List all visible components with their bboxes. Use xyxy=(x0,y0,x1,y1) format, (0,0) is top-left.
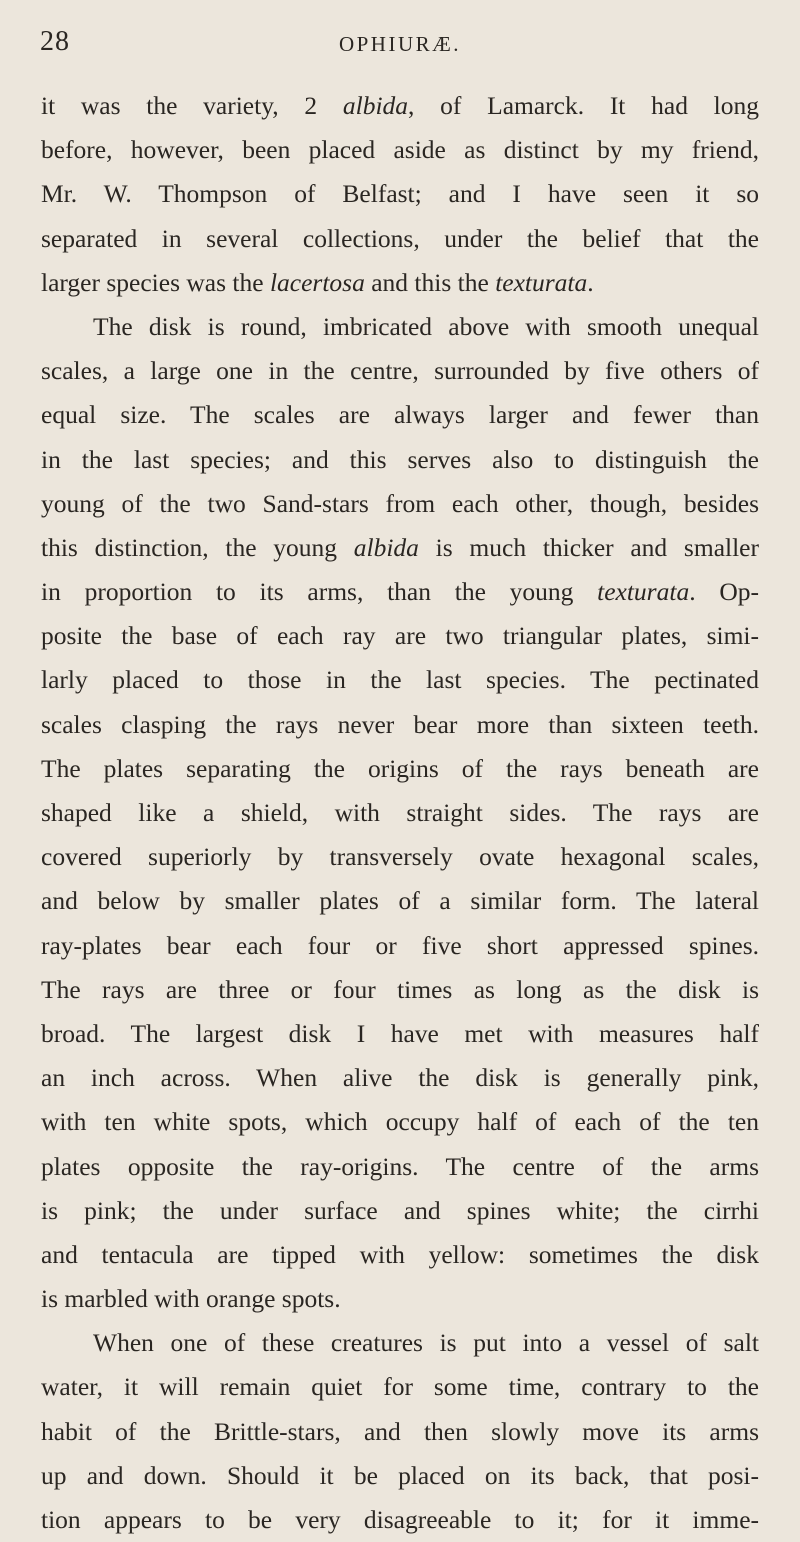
text-run: with ten white spots, which occupy half of each of the ten xyxy=(41,1107,759,1137)
text-line xyxy=(41,614,759,658)
text-run: scales, a large one in the centre, surrounded by five others of xyxy=(41,356,759,386)
italic-term: texturata xyxy=(495,267,588,297)
text-line xyxy=(41,128,759,172)
text-run: and below by smaller plates of a similar form. The lateral xyxy=(41,886,759,916)
text-line xyxy=(41,261,759,305)
text-run: Mr. W. Thompson of Belfast; and I have seen it so xyxy=(41,179,759,209)
text-run: and tentacula are tipped with yellow: sometimes the disk xyxy=(41,1239,759,1269)
text-line xyxy=(41,1189,759,1233)
italic-term: albida xyxy=(342,91,409,120)
text-run: shaped like a shield, with straight sides. The rays are xyxy=(41,798,759,827)
body-text xyxy=(41,84,759,1542)
text-run: an inch across. When alive the disk is generally pink, xyxy=(41,1063,759,1093)
text-run: habit of the Brittle-stars, and then slowly move its arms xyxy=(41,1416,759,1446)
text-line xyxy=(41,703,759,747)
text-run: posite the base of each ray are two triangular plates, simi- xyxy=(41,621,759,651)
text-line xyxy=(41,879,759,923)
text-line xyxy=(41,526,759,570)
text-run: plates opposite the ray-origins. The centre of the arms xyxy=(41,1151,759,1181)
text-run: tion appears to be very disagreeable to it; for it imme- xyxy=(41,1505,759,1534)
text-line xyxy=(41,1365,759,1409)
text-run: The plates separating the origins of the rays beneath are xyxy=(41,753,759,783)
text-run: young of the two Sand-stars from each other, though, besides xyxy=(41,488,759,518)
text-line xyxy=(41,658,759,702)
text-line xyxy=(41,1454,759,1498)
text-run: broad. The largest disk I have met with measures half xyxy=(41,1018,759,1048)
page-number: 28 xyxy=(40,26,70,57)
text-run: separated in several collections, under the belief that the xyxy=(41,223,759,253)
text-run: is much thicker and smaller xyxy=(418,532,759,562)
text-line xyxy=(41,482,759,526)
text-line xyxy=(41,1498,759,1542)
text-run: When one of these creatures is put into a vessel of salt xyxy=(93,1328,759,1358)
text-line xyxy=(41,1145,759,1189)
text-line xyxy=(41,924,759,968)
italic-term: texturata xyxy=(597,577,690,607)
running-head: OPHIURÆ. xyxy=(338,32,462,56)
text-line xyxy=(41,438,759,482)
text-run: The rays are three or four times as long as the disk is xyxy=(41,974,759,1004)
text-line xyxy=(41,217,759,261)
text-run: larly placed to those in the last species. The pectinated xyxy=(41,665,759,695)
text-line xyxy=(41,1410,759,1454)
text-run: scales clasping the rays never bear more than sixteen teeth. xyxy=(41,709,759,739)
text-run: before, however, been placed aside as distinct by my friend, xyxy=(41,135,759,165)
text-line xyxy=(41,791,759,835)
text-run: covered superiorly by transversely ovate hexagonal scales, xyxy=(41,842,759,872)
text-run: it was the variety, 2 xyxy=(41,91,343,120)
text-run: , of Lamarck. It had long xyxy=(408,91,759,120)
text-line xyxy=(41,570,759,614)
text-run: The disk is round, imbricated above with smooth unequal xyxy=(93,311,759,341)
text-run: ray-plates bear each four or five short appressed spines. xyxy=(41,930,759,960)
text-line xyxy=(41,1321,759,1365)
text-line xyxy=(41,1056,759,1100)
text-run: larger species was the xyxy=(41,267,270,297)
text-line xyxy=(41,1100,759,1144)
text-line xyxy=(41,349,759,393)
text-line xyxy=(41,1233,759,1277)
text-line xyxy=(41,835,759,879)
text-run: up and down. Should it be placed on its back, that posi- xyxy=(41,1460,759,1490)
text-run: equal size. The scales are always larger and fewer than xyxy=(41,400,759,430)
text-line xyxy=(41,968,759,1012)
text-run: . xyxy=(587,267,594,297)
text-line xyxy=(41,747,759,791)
italic-term: albida xyxy=(353,532,419,562)
text-line xyxy=(41,1012,759,1056)
text-run: . Op- xyxy=(689,577,759,607)
text-run: water, it will remain quiet for some time, contrary to the xyxy=(41,1372,759,1402)
text-line xyxy=(41,172,759,216)
text-run: in the last species; and this serves also to distinguish the xyxy=(41,444,759,474)
text-run: this distinction, the young xyxy=(41,532,354,562)
italic-term: lacertosa xyxy=(269,267,365,297)
text-line xyxy=(41,393,759,437)
text-line xyxy=(41,84,759,128)
text-run: is pink; the under surface and spines white; the cirrhi xyxy=(41,1195,759,1225)
text-line xyxy=(41,1277,759,1321)
text-line xyxy=(41,305,759,349)
text-run: and this the xyxy=(364,267,496,297)
text-run: in proportion to its arms, than the young xyxy=(41,577,598,607)
page-header xyxy=(40,26,760,66)
text-run: is marbled with orange spots. xyxy=(41,1284,341,1314)
